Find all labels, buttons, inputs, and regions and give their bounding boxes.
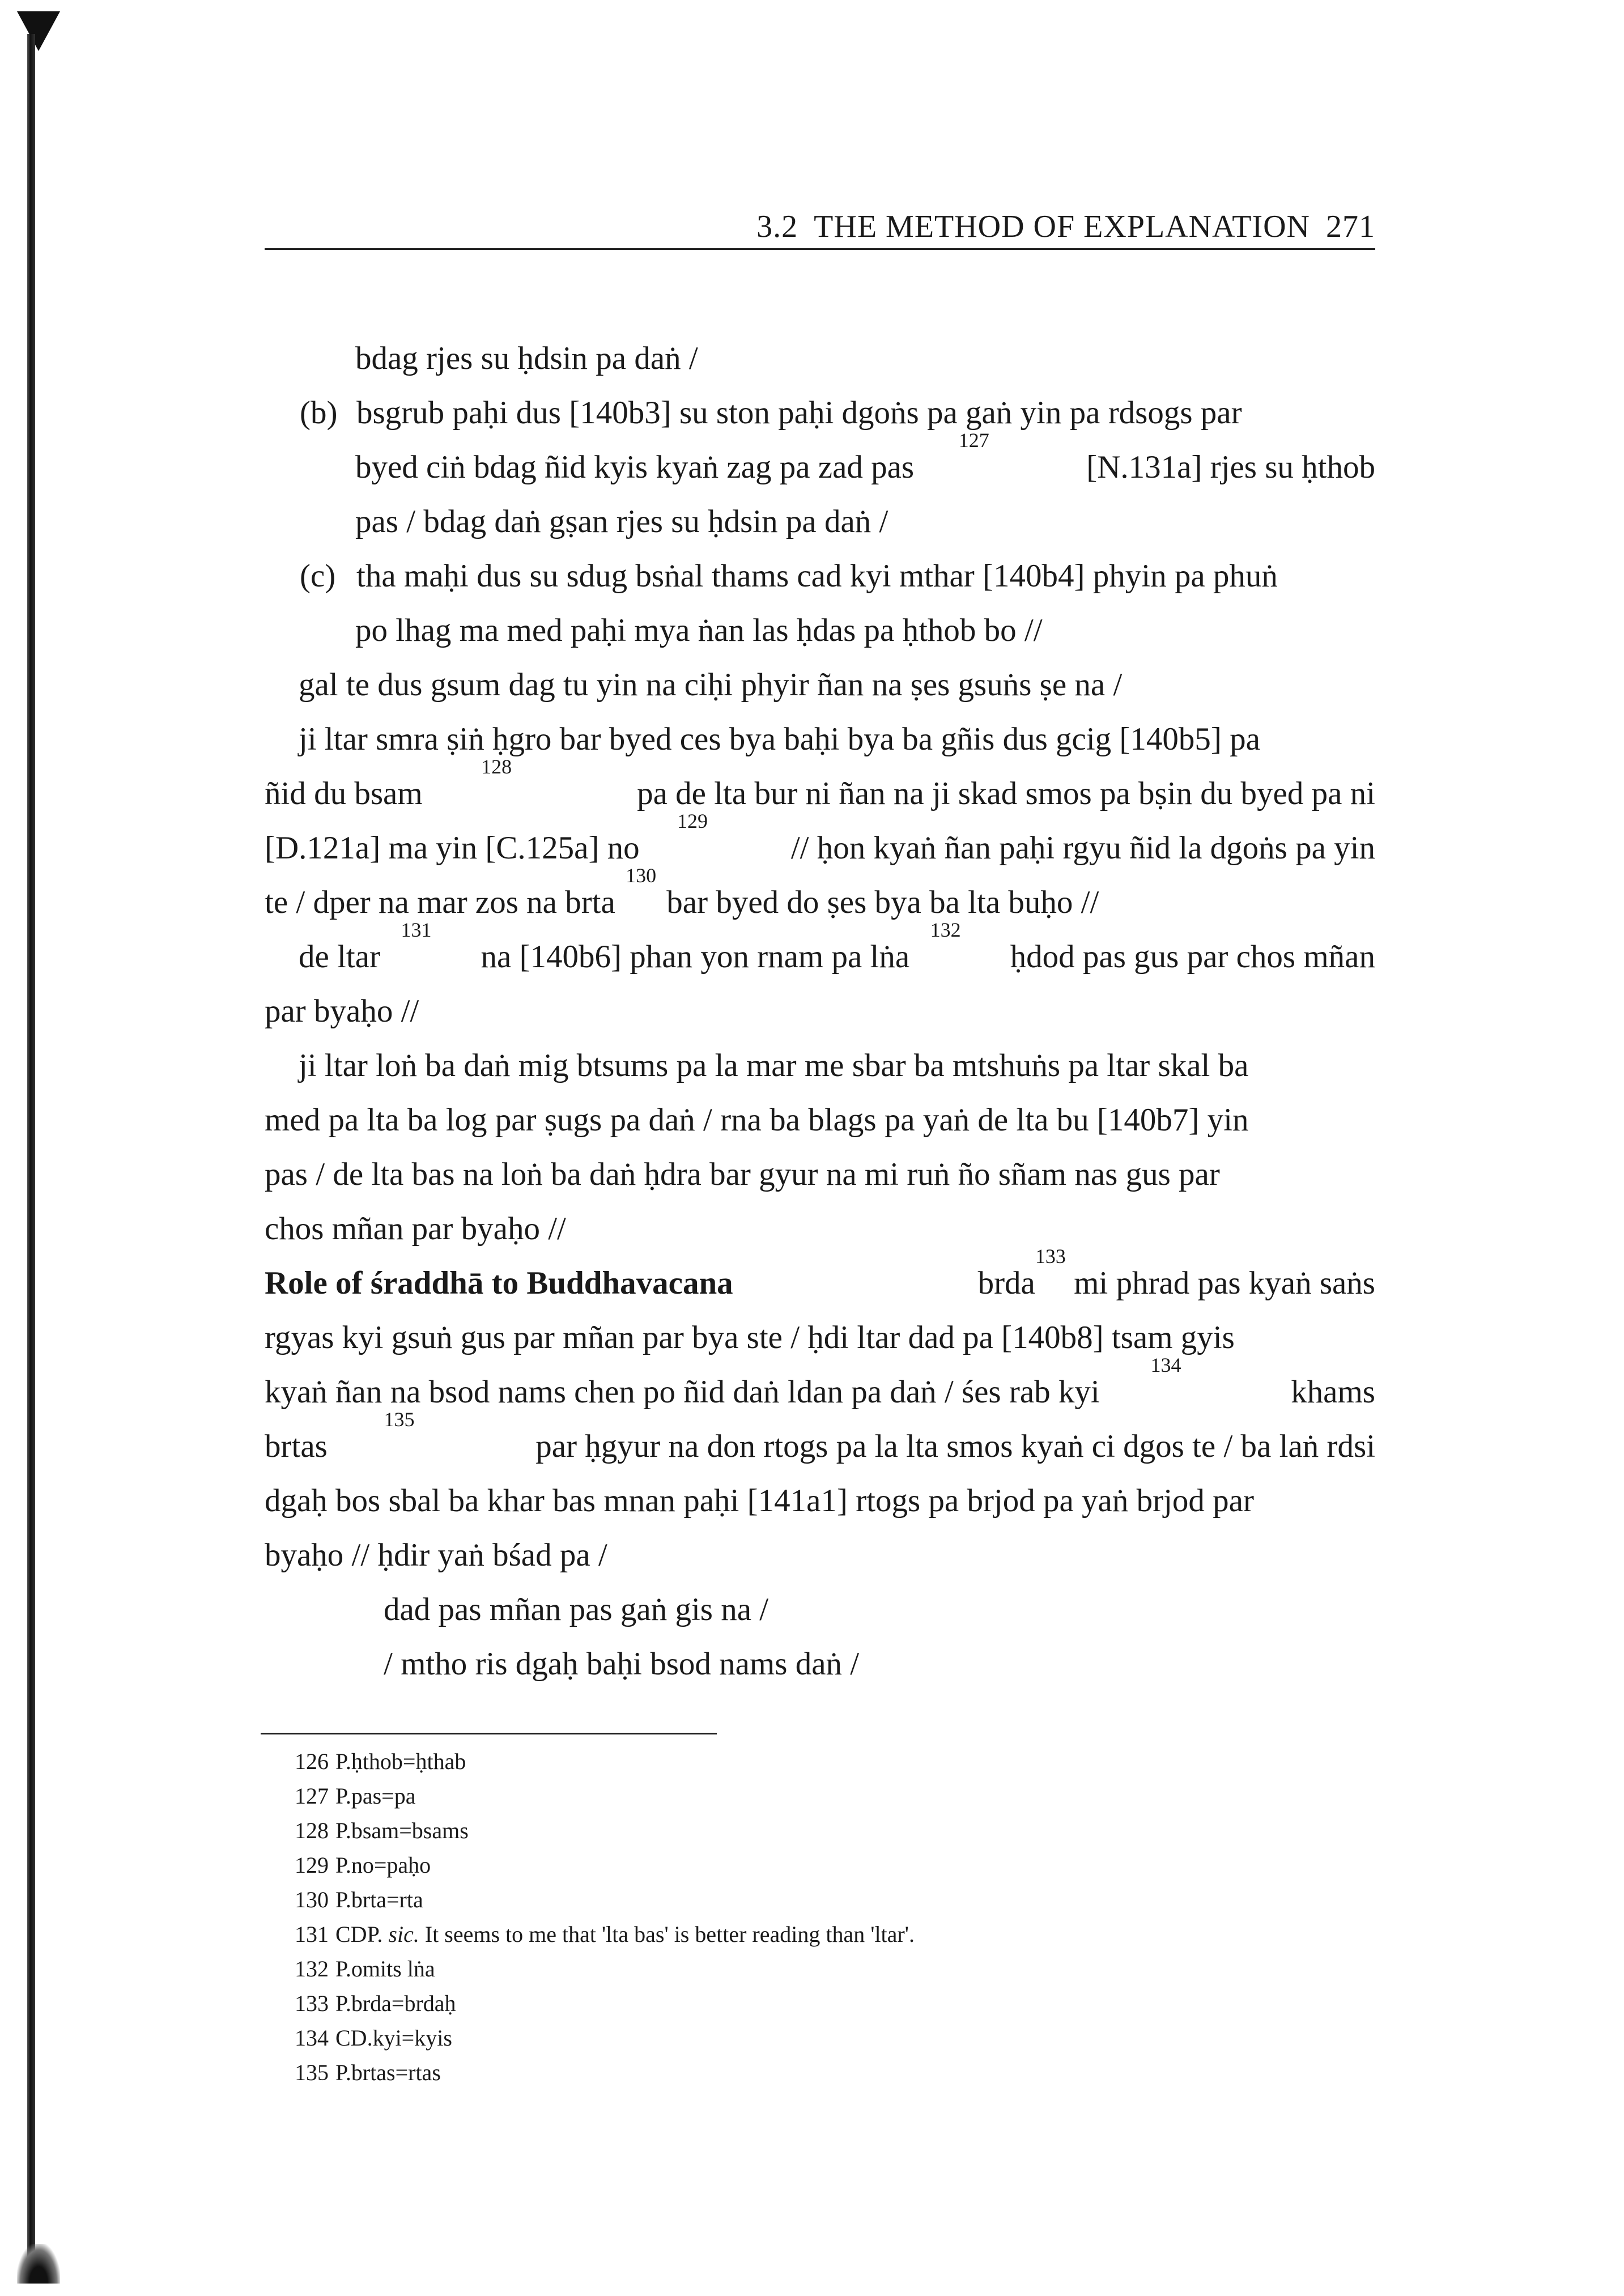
text-line: ji ltar loṅ ba daṅ mig btsums pa la mar me sbar ba mtshuṅs pa ltar skal ba xyxy=(299,1048,1249,1083)
section-number: 3.2 xyxy=(756,209,798,244)
text-line: dgaḥ bos sbal ba khar bas mnan paḥi [141a1] rtogs pa brjod pa yaṅ brjod par xyxy=(265,1483,1254,1519)
book-binding-edge xyxy=(17,11,51,2284)
text-line: (c) tha maḥi dus su sdug bsṅal thams cad kyi mthar [140b4] phyin pa phuṅ xyxy=(265,549,1375,603)
footnote-ref: 131 xyxy=(401,919,432,941)
footnote-ref: 129 xyxy=(677,810,708,832)
footnote: 133 P.brda=brdaḥ xyxy=(295,1991,456,2016)
text-line: med pa lta ba log par ṣugs pa daṅ / rna ba blags pa yaṅ de lta bu [140b7] yin xyxy=(265,1102,1249,1138)
item-label: (c) xyxy=(300,558,336,594)
text-line: de ltar 131 na [140b6] phan yon rnam pa lṅa 132 ḥdod pas gus par chos mñan xyxy=(265,930,1375,984)
binding-top-cap xyxy=(17,11,60,51)
footnote: 128 P.bsam=bsams xyxy=(295,1818,469,1843)
text-line: ji ltar smra ṣiṅ ḥgro bar byed ces bya baḥi bya ba gñis dus gcig [140b5] pa xyxy=(299,721,1260,757)
footnote-ref: 134 xyxy=(1150,1354,1181,1376)
footnote-ref: 130 xyxy=(626,864,657,887)
footnote: 131 CDP. sic. It seems to me that 'lta bas' is better reading than 'ltar'. xyxy=(295,1921,915,1947)
binding-spine xyxy=(27,34,35,2261)
footnote-ref: 133 xyxy=(1035,1245,1066,1268)
footnote: 132 P.omits lṅa xyxy=(295,1956,435,1982)
footnote: 129 P.no=paḥo xyxy=(295,1852,431,1878)
footnote: 126 P.ḥthob=ḥthab xyxy=(295,1749,466,1774)
verse-line: / mtho ris dgaḥ baḥi bsod nams daṅ / xyxy=(384,1646,860,1682)
binding-bottom-cap xyxy=(17,2244,60,2284)
text-line: kyaṅ ñan na bsod nams chen po ñid daṅ ldan pa daṅ / śes rab kyi 134 khams xyxy=(265,1365,1375,1419)
text-line: par byaḥo // xyxy=(265,993,419,1029)
verse-line: dad pas mñan pas gaṅ gis na / xyxy=(384,1592,769,1627)
text-line: pas / bdag daṅ gṣan rjes su ḥdsin pa daṅ / xyxy=(355,504,888,539)
text-line: (b) bsgrub paḥi dus [140b3] su ston paḥi dgoṅs pa gaṅ yin pa rdsogs par xyxy=(265,386,1375,440)
text-line: pas / de lta bas na loṅ ba daṅ ḥdra bar gyur na mi ruṅ ño sñam nas gus par xyxy=(265,1156,1220,1192)
footnote: 134 CD.kyi=kyis xyxy=(295,2025,452,2051)
main-text xyxy=(265,331,1375,1691)
footnote: 130 P.brta=rta xyxy=(295,1887,423,1912)
page-number: 271 xyxy=(1326,209,1375,244)
section-title: THE METHOD OF EXPLANATION xyxy=(814,209,1310,244)
footnote-ref: 135 xyxy=(384,1408,415,1431)
footnotes xyxy=(295,1744,915,2090)
footnote-separator xyxy=(261,1733,717,1734)
text-line: gal te dus gsum dag tu yin na ciḥi phyir ñan na ṣes gsuṅs ṣe na / xyxy=(299,667,1123,703)
item-label: (b) xyxy=(300,395,338,431)
text-line: [D.121a] ma yin [C.125a] no 129 // ḥon kyaṅ ñan paḥi rgyu ñid la dgoṅs pa yin xyxy=(265,821,1375,875)
text-line: bdag rjes su ḥdsin pa daṅ / xyxy=(355,341,698,376)
footnote: 127 P.pas=pa xyxy=(295,1783,416,1809)
text-line: ñid du bsam 128 pa de lta bur ni ñan na ji skad smos pa bṣin du byed pa ni xyxy=(265,767,1375,821)
text-line: chos mñan par byaḥo // xyxy=(265,1211,566,1247)
text-line: Role of śraddhā to Buddhavacana brda 133 mi phrad pas kyaṅ saṅs xyxy=(265,1256,1375,1311)
text-line: byaḥo // ḥdir yaṅ bśad pa / xyxy=(265,1537,607,1573)
running-header-text xyxy=(756,209,1375,245)
footnote: 135 P.brtas=rtas xyxy=(295,2060,441,2085)
footnote-ref: 132 xyxy=(930,919,961,941)
footnote-ref: 128 xyxy=(481,755,512,778)
text-line: po lhag ma med paḥi mya ṅan las ḥdas pa ḥthob bo // xyxy=(355,613,1043,648)
text-line: byed ciṅ bdag ñid kyis kyaṅ zag pa zad pas 127 [N.131a] rjes su ḥthob xyxy=(265,440,1375,495)
section-heading: Role of śraddhā to Buddhavacana xyxy=(265,1265,733,1301)
text-line: brtas 135 par ḥgyur na don rtogs pa la lta smos kyaṅ ci dgos te / ba laṅ rdsi xyxy=(265,1419,1375,1474)
text-line: te / dper na mar zos na brta 130 bar byed do ṣes bya ba lta buḥo // xyxy=(265,875,1375,930)
text-line: rgyas kyi gsuṅ gus par mñan par bya ste / ḥdi ltar dad pa [140b8] tsam gyis xyxy=(265,1320,1235,1355)
running-header xyxy=(265,209,1375,250)
footnote-ref: 127 xyxy=(958,429,989,452)
